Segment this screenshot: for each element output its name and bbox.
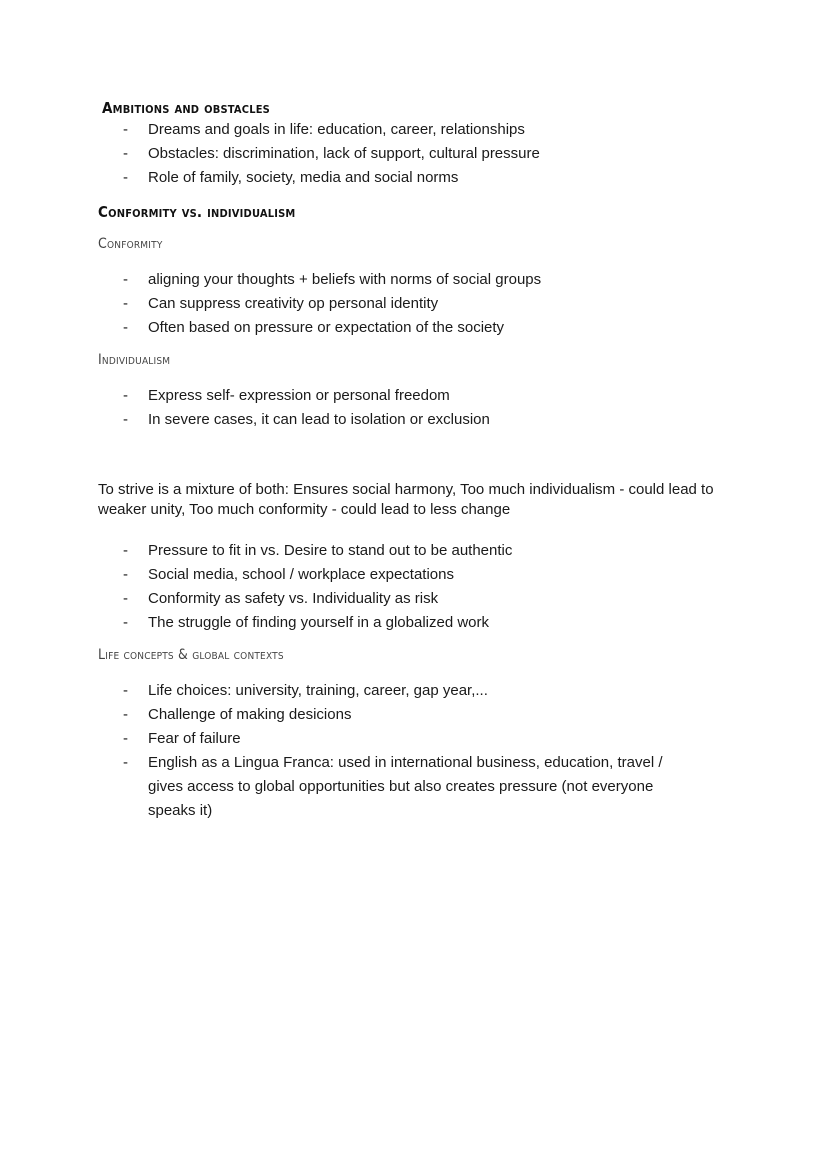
list-item-text: In severe cases, it can lead to isolation or exclusion [148, 411, 490, 428]
list-item-text: Dreams and goals in life: education, career, relationships [148, 121, 525, 138]
bullet-dash: - [123, 295, 128, 312]
list-item [120, 384, 720, 408]
list-ambitions [120, 118, 720, 190]
list-item [120, 727, 700, 751]
bullet-dash: - [123, 169, 128, 186]
list-item-text: aligning your thoughts + beliefs with norms of social groups [148, 271, 542, 288]
list-conformity [120, 268, 720, 340]
list-individualism [120, 384, 720, 432]
list-item [120, 563, 720, 587]
heading-ambitions-and-obstacles: Ambitions and obstacles [102, 99, 271, 117]
bullet-dash: - [123, 411, 128, 428]
bullet-dash: - [123, 754, 128, 771]
list-item [120, 587, 720, 611]
list-item-text: Social media, school / workplace expectations [148, 566, 454, 583]
list-item [120, 316, 720, 340]
list-item-text: English as a Lingua Franca: used in international business, education, travel / gives access to global opportunities but also creates pressure (not everyone speaks it) [148, 754, 663, 819]
bullet-dash: - [123, 121, 128, 138]
list-item [120, 539, 720, 563]
list-item-text: The struggle of finding yourself in a globalized work [148, 614, 490, 631]
list-item-text: Life choices: university, training, career, gap year,... [148, 682, 488, 699]
bullet-dash: - [123, 319, 128, 336]
list-item [120, 166, 720, 190]
list-item [120, 118, 720, 142]
bullet-dash: - [123, 145, 128, 162]
list-summary [120, 539, 720, 635]
heading-individualism: Individualism [98, 352, 171, 368]
bullet-dash: - [123, 387, 128, 404]
list-life-concepts [120, 679, 700, 823]
list-item-text: Can suppress creativity op personal identity [148, 295, 439, 312]
list-item [120, 408, 720, 432]
list-item [120, 751, 700, 823]
list-item-text: Fear of failure [148, 730, 241, 747]
list-item [120, 679, 700, 703]
list-item [120, 703, 700, 727]
bullet-dash: - [123, 614, 128, 631]
heading-life-concepts: Life concepts & global contexts [98, 647, 284, 663]
bullet-dash: - [123, 706, 128, 723]
bullet-dash: - [123, 682, 128, 699]
heading-conformity: Conformity [98, 236, 163, 252]
list-item [120, 611, 720, 635]
bullet-dash: - [123, 730, 128, 747]
heading-conformity-vs-individualism: Conformity vs. individualism [98, 203, 296, 221]
list-item-text: Challenge of making desicions [148, 706, 352, 723]
bullet-dash: - [123, 590, 128, 607]
list-item-text: Pressure to fit in vs. Desire to stand out to be authentic [148, 542, 513, 559]
list-item [120, 268, 720, 292]
summary-paragraph: To strive is a mixture of both: Ensures social harmony, Too much individualism - could lead to weaker unity, Too much conformity - could lead to less change [98, 481, 714, 518]
list-item [120, 142, 720, 166]
list-item [120, 292, 720, 316]
list-item-text: Often based on pressure or expectation of the society [148, 319, 505, 336]
list-item-text: Role of family, society, media and social norms [148, 169, 459, 186]
list-item-text: Express self- expression or personal freedom [148, 387, 450, 404]
bullet-dash: - [123, 271, 128, 288]
bullet-dash: - [123, 542, 128, 559]
list-item-text: Conformity as safety vs. Individuality as risk [148, 590, 439, 607]
list-item-text: Obstacles: discrimination, lack of support, cultural pressure [148, 145, 540, 162]
bullet-dash: - [123, 566, 128, 583]
